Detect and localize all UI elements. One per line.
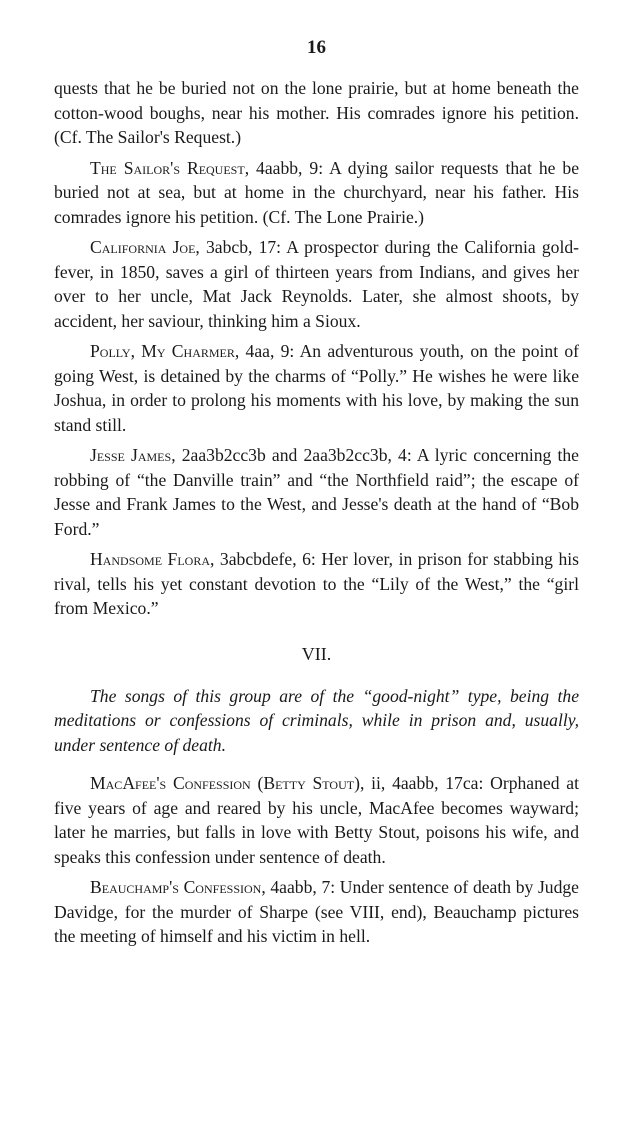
entry-meta: , 3abcb, 17: [195, 237, 282, 257]
entry-meta: , 2aa3b2cc3b and 2aa3b2cc3b, 4: [171, 445, 412, 465]
entry-title: The Sailor's Request [90, 157, 245, 178]
page [54, 36, 579, 955]
page-number: 16 [307, 37, 326, 58]
section-intro: The songs of this group are of the “good-night” type, being the meditations or confessions of criminals, while in prison and, usually, under sentence of death. [54, 685, 579, 755]
entry-macafees-confession [54, 771, 579, 869]
entry-handsome-flora [54, 547, 579, 621]
entry-meta: , ii, 4aabb, 17ca: [359, 773, 484, 793]
entry-text: Her lover, in prison for stabbing his rival, tells his yet constant devotion to the “Lily of the West,” the “girl from Mexico.” [54, 549, 580, 618]
entry-title: Beauchamp's Confession [90, 877, 262, 897]
continuation-paragraph: quests that he be buried not on the lone prairie, but at home beneath the cotton-wood boughs, near his mother. His comrades ignore his petition. (Cf. The Sailor's Request.) [54, 78, 579, 147]
entry-text: An adventurous youth, on the point of going West, is detained by the charms of “Polly.” He wishes he were like Joshua, in order to prolong his moments with his love, by making the sun stand still. [54, 341, 580, 435]
entry-text: A lyric concerning the robbing of “the Danville train” and “the Northfield raid”; the escape of Jesse and Frank James to the West, and Jesse's death at the hand of “Bob Ford.” [54, 445, 579, 539]
entry-meta: , 4aa, 9: [234, 341, 295, 361]
entry-polly-my-charmer [54, 339, 579, 437]
entry-meta: , 4aabb, 9: [244, 157, 324, 178]
entry-sailors-request [54, 156, 579, 230]
entry-text: A dying sailor requests that he be buried not at sea, but at home in the churchyard, near his father. His comrades ignore his petition. (Cf. The Lone Prairie.) [54, 157, 579, 227]
section-heading: VII. [301, 643, 332, 664]
entry-title: Jesse James [90, 445, 172, 465]
entries-before [54, 156, 579, 621]
entries-after [54, 771, 579, 949]
entry-california-joe [54, 235, 579, 333]
entry-jesse-james [54, 443, 579, 541]
entry-title: Polly, My Charmer [90, 341, 235, 361]
entry-title: Handsome Flora [90, 549, 211, 569]
entry-text: Under sentence of death by Judge Davidge, for the murder of Sharpe (see VIII, end), Beauchamp pictures the meeting of himself and his victim in hell. [54, 877, 579, 946]
entry-meta: , 4aabb, 7: [261, 877, 336, 897]
entry-meta: , 3abcbdefe, 6: [210, 549, 316, 569]
entry-title: California Joe [90, 237, 196, 257]
entry-title: MacAfee's Confession (Betty Stout) [90, 773, 360, 793]
entry-text: Orphaned at five years of age and reared by his uncle, MacAfee becomes wayward; later he marries, but falls in love with Betty Stout, poisons his wife, and speaks this confession under sentence of death. [54, 773, 579, 867]
entry-text: A prospector during the California gold-fever, in 1850, saves a girl of thirteen years from Indians, and gives her over to her uncle, Mat Jack Reynolds. Later, she almost shoots, by accident, her saviour, thinking him a Sioux. [54, 237, 580, 331]
entry-beauchamps-confession [54, 875, 579, 949]
